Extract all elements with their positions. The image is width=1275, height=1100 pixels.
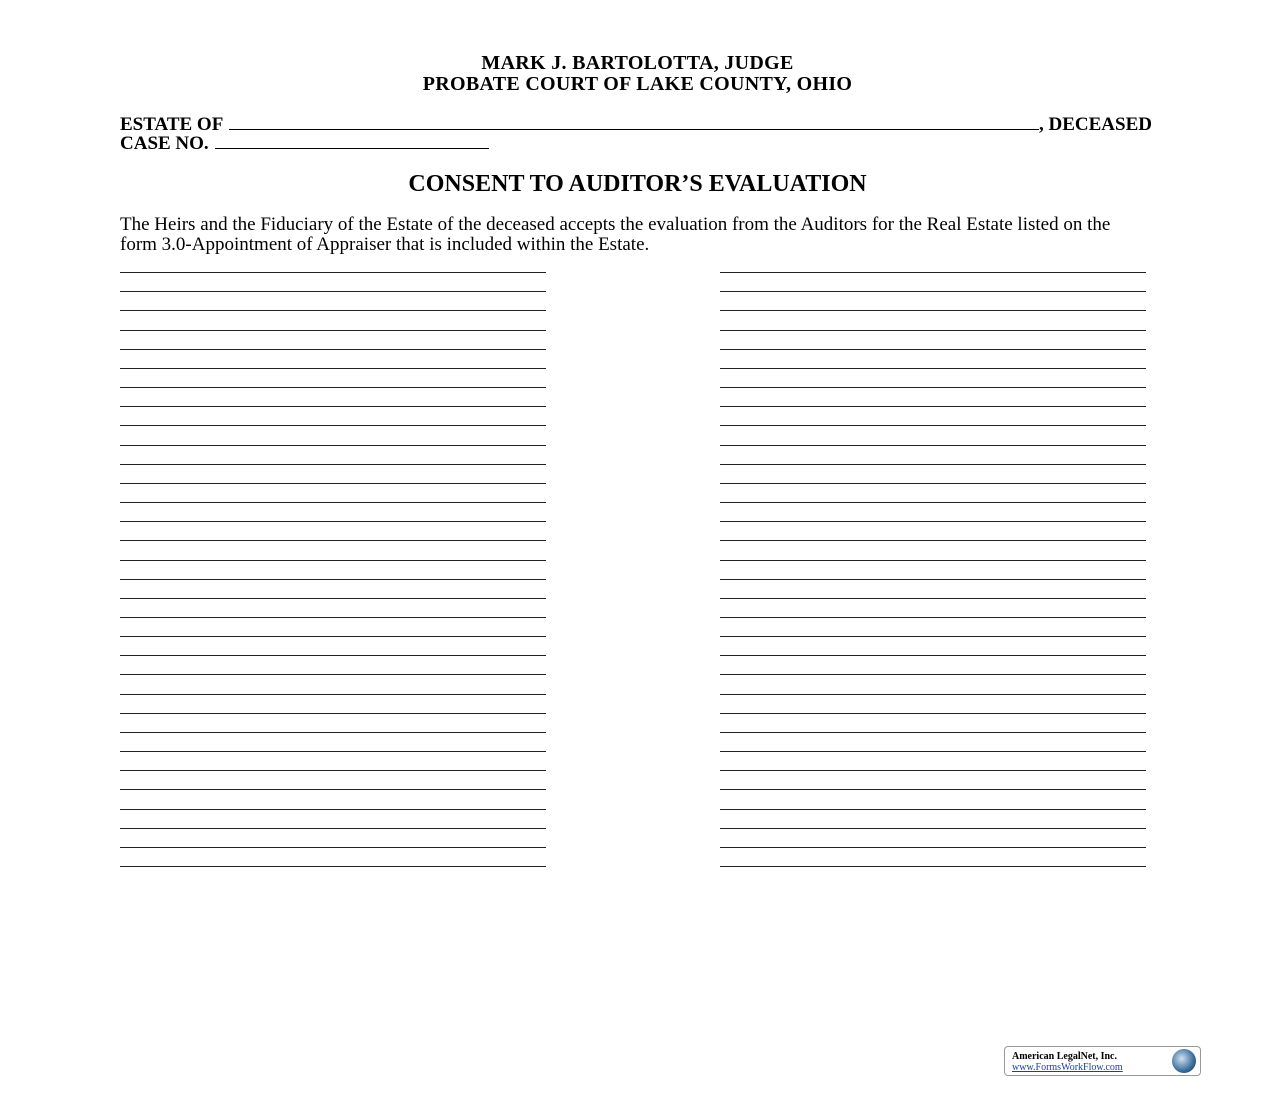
signature-line[interactable] bbox=[720, 465, 1146, 484]
signature-line[interactable] bbox=[720, 848, 1146, 867]
globe-icon bbox=[1172, 1049, 1196, 1073]
logo-url-link[interactable]: www.FormsWorkFlow.com bbox=[1012, 1062, 1123, 1073]
judge-name: MARK J. BARTOLOTTA, JUDGE bbox=[481, 52, 794, 74]
signature-line[interactable] bbox=[720, 407, 1146, 426]
american-legalnet-logo[interactable] bbox=[1004, 1046, 1201, 1076]
case-number-field[interactable] bbox=[215, 134, 489, 149]
signature-line[interactable] bbox=[720, 331, 1146, 350]
signature-line[interactable] bbox=[120, 656, 546, 675]
signature-line[interactable] bbox=[720, 656, 1146, 675]
signature-line[interactable] bbox=[720, 561, 1146, 580]
signature-line[interactable] bbox=[120, 465, 546, 484]
signature-line[interactable] bbox=[720, 369, 1146, 388]
signature-line[interactable] bbox=[720, 446, 1146, 465]
signature-line[interactable] bbox=[720, 675, 1146, 694]
signature-line[interactable] bbox=[120, 561, 546, 580]
signature-line[interactable] bbox=[120, 407, 546, 426]
signature-line[interactable] bbox=[720, 810, 1146, 829]
signature-line[interactable] bbox=[120, 618, 546, 637]
signature-line[interactable] bbox=[120, 522, 546, 541]
signature-line[interactable] bbox=[120, 752, 546, 771]
signature-line[interactable] bbox=[120, 311, 546, 330]
signature-line[interactable] bbox=[720, 273, 1146, 292]
signature-line[interactable] bbox=[720, 503, 1146, 522]
signature-line[interactable] bbox=[720, 771, 1146, 790]
signature-line[interactable] bbox=[720, 254, 1146, 273]
signature-line[interactable] bbox=[720, 541, 1146, 560]
signature-line[interactable] bbox=[720, 637, 1146, 656]
deceased-label: , DECEASED bbox=[1039, 114, 1152, 135]
signature-line[interactable] bbox=[120, 254, 546, 273]
signature-line[interactable] bbox=[720, 599, 1146, 618]
signature-line[interactable] bbox=[720, 829, 1146, 848]
signature-line[interactable] bbox=[120, 292, 546, 311]
signature-line[interactable] bbox=[120, 599, 546, 618]
signature-line[interactable] bbox=[120, 580, 546, 599]
signature-column-right bbox=[720, 254, 1146, 867]
signature-line[interactable] bbox=[120, 541, 546, 560]
signature-line[interactable] bbox=[720, 426, 1146, 445]
form-title: CONSENT TO AUDITOR’S EVALUATION bbox=[408, 171, 867, 197]
signature-line[interactable] bbox=[120, 733, 546, 752]
case-label: CASE NO. bbox=[120, 133, 209, 154]
signature-line[interactable] bbox=[120, 273, 546, 292]
signature-line[interactable] bbox=[720, 311, 1146, 330]
signature-line[interactable] bbox=[720, 695, 1146, 714]
signature-line[interactable] bbox=[720, 580, 1146, 599]
signature-line[interactable] bbox=[720, 790, 1146, 809]
signature-line[interactable] bbox=[720, 484, 1146, 503]
estate-name-field[interactable] bbox=[229, 115, 1039, 130]
signature-line[interactable] bbox=[120, 810, 546, 829]
signature-line[interactable] bbox=[720, 714, 1146, 733]
court-name: PROBATE COURT OF LAKE COUNTY, OHIO bbox=[422, 73, 853, 95]
signature-line[interactable] bbox=[120, 771, 546, 790]
signature-line[interactable] bbox=[120, 714, 546, 733]
signature-line[interactable] bbox=[120, 675, 546, 694]
signature-line[interactable] bbox=[120, 484, 546, 503]
signature-line[interactable] bbox=[120, 503, 546, 522]
signature-line[interactable] bbox=[120, 637, 546, 656]
signature-line[interactable] bbox=[720, 522, 1146, 541]
signature-line[interactable] bbox=[720, 388, 1146, 407]
consent-statement: The Heirs and the Fiduciary of the Estate of the deceased accepts the evaluation from the Auditors for the Real Estate listed on the form 3.0-Appointment of Appraiser that is included within the Estate. bbox=[120, 214, 1111, 255]
signature-line[interactable] bbox=[120, 695, 546, 714]
case-row bbox=[120, 133, 489, 155]
signature-line[interactable] bbox=[720, 618, 1146, 637]
signature-line[interactable] bbox=[120, 350, 546, 369]
signature-line[interactable] bbox=[120, 426, 546, 445]
signature-line[interactable] bbox=[120, 331, 546, 350]
signature-column-left bbox=[120, 254, 546, 867]
signature-line[interactable] bbox=[120, 829, 546, 848]
signature-line[interactable] bbox=[120, 388, 546, 407]
estate-label: ESTATE OF bbox=[120, 114, 224, 135]
signature-line[interactable] bbox=[720, 350, 1146, 369]
logo-company: American LegalNet, Inc. bbox=[1012, 1051, 1117, 1062]
signature-line[interactable] bbox=[120, 848, 546, 867]
signature-line[interactable] bbox=[720, 292, 1146, 311]
signature-line[interactable] bbox=[720, 733, 1146, 752]
signature-line[interactable] bbox=[720, 752, 1146, 771]
signature-line[interactable] bbox=[120, 369, 546, 388]
signature-line[interactable] bbox=[120, 790, 546, 809]
signature-line[interactable] bbox=[120, 446, 546, 465]
